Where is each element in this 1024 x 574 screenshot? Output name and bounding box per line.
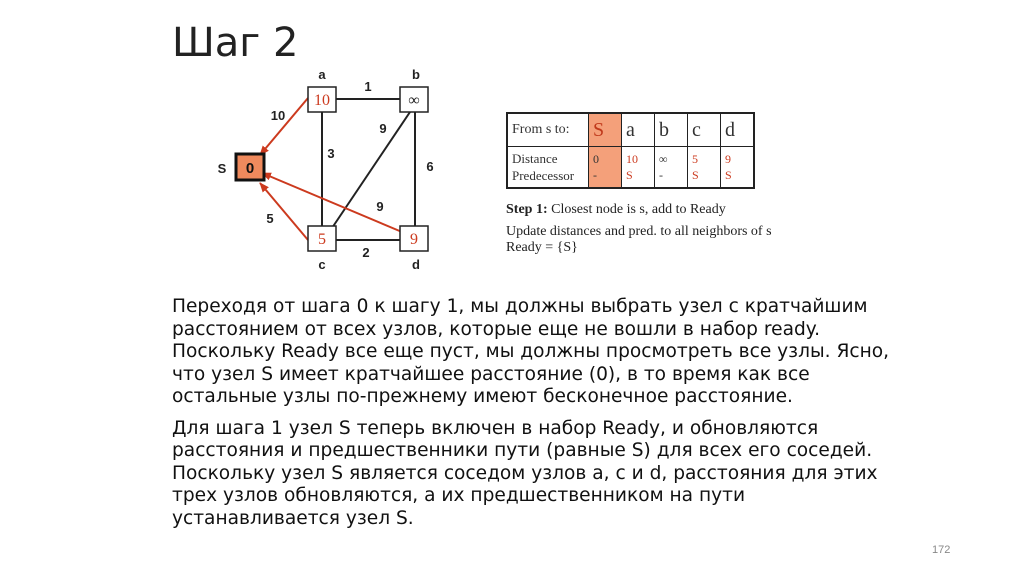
row-label-predecessor: Predecessor: [512, 168, 575, 183]
dist-d: 9: [725, 152, 731, 166]
step-line-2: Update distances and pred. to all neighbors of s: [506, 224, 772, 239]
weight-s-a: 10: [270, 108, 286, 123]
node-s-dist: 0: [245, 160, 255, 177]
table-header-label: From s to:: [507, 113, 589, 147]
table-cell-s: [589, 147, 622, 189]
step-heading: Step 1:: [506, 202, 548, 217]
pred-d: S: [725, 168, 732, 182]
dist-c: 5: [692, 152, 698, 166]
node-d-label: d: [412, 257, 420, 272]
weight-a-c: 3: [327, 146, 335, 161]
table-col-a: a: [622, 113, 655, 147]
node-c-label: c: [318, 257, 326, 272]
node-c-dist: 5: [318, 231, 326, 248]
step-description: [506, 202, 806, 256]
table-col-b: b: [655, 113, 688, 147]
table-cell-d: [721, 147, 755, 189]
slide-title: Шаг 2: [172, 20, 299, 66]
table-cell-c: [688, 147, 721, 189]
table-col-d: d: [721, 113, 755, 147]
table-col-c: c: [688, 113, 721, 147]
weight-s-c: 5: [266, 211, 274, 226]
edge-b-c: [332, 112, 410, 228]
distance-table: [506, 112, 755, 189]
pred-a: S: [626, 168, 633, 182]
dist-s: 0: [593, 152, 599, 166]
table-row: [507, 147, 754, 189]
table-header-row: [507, 113, 754, 147]
weight-b-c: 9: [379, 121, 387, 136]
pred-b: -: [659, 168, 663, 182]
weight-s-d: 9: [376, 199, 384, 214]
arrow-a-s: [260, 98, 308, 155]
table-cell-a: [622, 147, 655, 189]
paragraph-1: Переходя от шага 0 к шагу 1, мы должны выбрать узел с кратчайшим расстоянием от всех узлов, которые еще не вошли в набор ready. Поскольку Ready все еще пуст, мы должны просмотреть все узлы. Ясно, что узел S имеет кратчайшее расстояние (0), в то время как все остальные узлы по-прежнему имеют бесконечное расстояние.: [172, 296, 890, 407]
pred-s: -: [593, 168, 597, 182]
table-row-labels: [507, 147, 589, 189]
node-a-label: a: [318, 67, 326, 82]
step-line-1-text: Closest node is s, add to Ready: [551, 202, 726, 217]
body-text: [172, 296, 892, 539]
weight-b-d: 6: [426, 159, 434, 174]
node-b-dist: ∞: [408, 92, 420, 109]
node-a-dist: 10: [314, 92, 330, 109]
weight-a-b: 1: [364, 79, 372, 94]
pred-c: S: [692, 168, 699, 182]
table-cell-b: [655, 147, 688, 189]
row-label-distance: Distance: [512, 151, 558, 166]
step-line-3: Ready = {S}: [506, 240, 578, 255]
dist-b: ∞: [659, 152, 668, 166]
graph-diagram: [200, 60, 460, 280]
node-d-dist: 9: [410, 231, 418, 248]
step-line-1: [506, 202, 806, 218]
page-number: 172: [932, 544, 951, 556]
node-s-label: S: [217, 161, 227, 176]
paragraph-2: Для шага 1 узел S теперь включен в набор Ready, и обновляются расстояния и предшественники пути (равные S) для всех его соседей. Поскольку узел S является соседом узлов a, c и d, расстояния для этих трех узлов обновляются, а их предшественником на пути устанавливается узел S.: [172, 417, 878, 529]
weight-c-d: 2: [362, 245, 370, 260]
node-b-label: b: [412, 67, 420, 82]
dist-a: 10: [626, 152, 638, 166]
table-col-s: S: [589, 113, 622, 147]
